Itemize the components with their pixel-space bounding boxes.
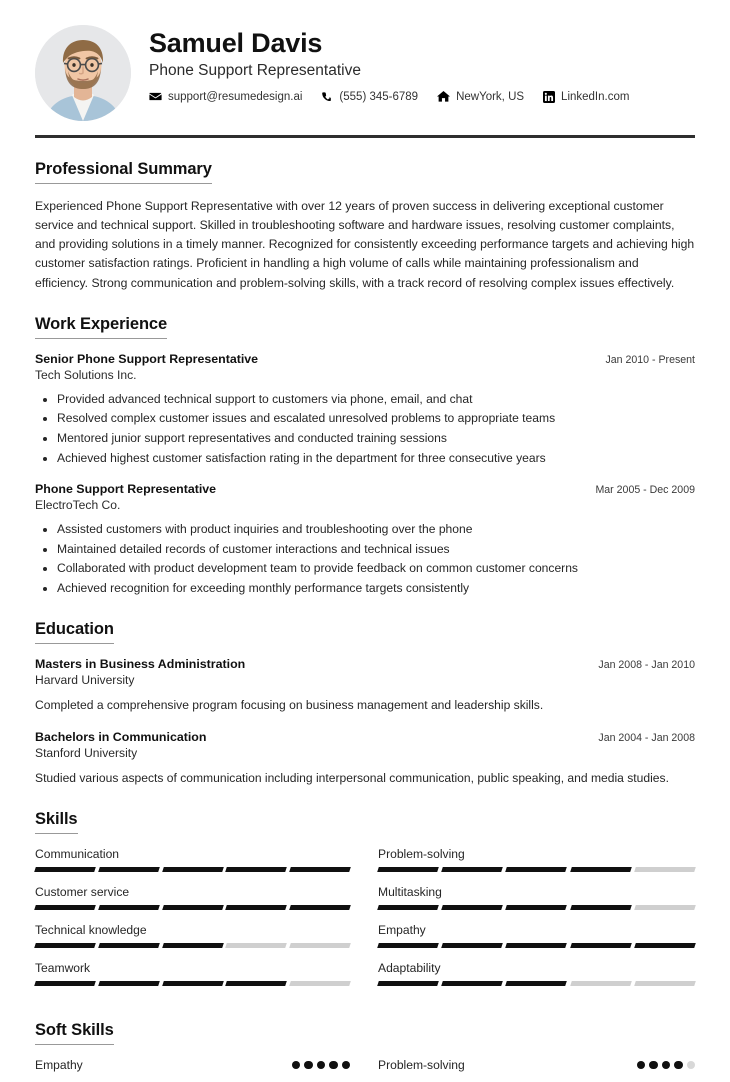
skill-label: Empathy	[378, 922, 426, 937]
work-role: Senior Phone Support Representative	[35, 351, 259, 366]
education-school: Harvard University	[35, 673, 135, 688]
skill-bar-segment	[441, 943, 503, 948]
contact-linkedin-text: LinkedIn.com	[561, 90, 630, 103]
work-entry	[35, 352, 695, 468]
skill-bar-segment	[34, 867, 95, 872]
skill-bar-segment	[377, 867, 439, 872]
skill-bar-segment	[441, 981, 503, 986]
home-icon	[437, 90, 450, 103]
work-bullet: • Mentored junior support representatives and conducted training sessions	[57, 429, 695, 449]
skill-bar-segment	[506, 943, 568, 948]
skill-item	[378, 885, 695, 910]
skill-bar-segment	[570, 905, 632, 910]
work-date: Jan 2010 - Present	[605, 353, 695, 366]
contact-linkedin[interactable]	[543, 91, 629, 103]
full-name: Samuel Davis	[149, 28, 323, 58]
skill-bar-segment	[34, 943, 95, 948]
rating-dot	[342, 1061, 351, 1070]
rating-dot	[292, 1061, 301, 1070]
work-bullets	[35, 520, 695, 598]
education-entry	[35, 657, 695, 715]
skills-grid	[35, 847, 695, 999]
contact-phone-text: (555) 345-6789	[339, 90, 419, 103]
skill-bar-segment	[377, 943, 439, 948]
work-role: Phone Support Representative	[35, 482, 217, 497]
skill-level-bar	[35, 867, 350, 872]
avatar	[35, 25, 131, 121]
work-bullet: • Assisted customers with product inquiries and troubleshooting over the phone	[57, 520, 695, 540]
resume-header	[35, 0, 695, 129]
skill-level-bar	[378, 943, 695, 948]
skill-bar-segment	[570, 981, 632, 986]
header-text-block	[149, 25, 695, 103]
skill-item	[378, 961, 695, 986]
email-icon	[149, 90, 162, 103]
skill-bar-segment	[289, 943, 350, 948]
skill-bar-segment	[162, 867, 223, 872]
skill-bar-segment	[98, 867, 159, 872]
work-bullet: • Provided advanced technical support to customers via phone, email, and chat	[57, 390, 695, 410]
skill-level-bar	[35, 905, 350, 910]
skill-item	[378, 923, 695, 948]
education-date: Jan 2004 - Jan 2008	[598, 732, 695, 745]
section-title-work: Work Experience	[35, 315, 167, 339]
work-bullet: • Collaborated with product development team to provide feedback on common customer concerns	[57, 559, 695, 579]
skill-level-bar	[378, 867, 695, 872]
education-degree: Bachelors in Communication	[35, 730, 207, 745]
skill-level-bar	[35, 981, 350, 986]
skill-bar-segment	[162, 905, 223, 910]
skill-level-bar	[35, 943, 350, 948]
skill-bar-segment	[441, 867, 503, 872]
skill-item	[35, 923, 350, 948]
education-date: Jan 2008 - Jan 2010	[598, 659, 695, 672]
work-bullet: • Maintained detailed records of customer interactions and technical issues	[57, 540, 695, 560]
education-degree: Masters in Business Administration	[35, 657, 246, 672]
skill-bar-segment	[506, 867, 568, 872]
work-bullet: • Achieved recognition for exceeding monthly performance targets consistently	[57, 579, 695, 599]
contact-location[interactable]	[437, 90, 524, 103]
contact-row	[149, 90, 695, 103]
skill-bar-segment	[634, 867, 696, 872]
section-professional-summary	[35, 160, 695, 293]
skill-bar-segment	[377, 981, 439, 986]
phone-icon	[321, 91, 333, 103]
education-school: Stanford University	[35, 746, 138, 761]
skill-bar-segment	[98, 943, 159, 948]
section-title-summary: Professional Summary	[35, 160, 212, 184]
section-education	[35, 620, 695, 787]
section-skills	[35, 810, 695, 999]
linkedin-icon	[543, 91, 555, 103]
work-date: Mar 2005 - Dec 2009	[595, 484, 695, 497]
rating-dot	[662, 1061, 671, 1070]
skill-item	[35, 961, 350, 986]
soft-skill-rating	[292, 1061, 351, 1070]
header-divider	[35, 135, 695, 138]
skill-level-bar	[378, 905, 695, 910]
skill-label: Teamwork	[35, 960, 91, 975]
education-description: Studied various aspects of communication including interpersonal communication, public speaking, and media studies.	[35, 771, 669, 786]
skill-bar-segment	[226, 943, 287, 948]
skill-bar-segment	[226, 905, 287, 910]
contact-location-text: NewYork, US	[456, 90, 525, 103]
rating-dot	[674, 1061, 683, 1070]
rating-dot	[637, 1061, 646, 1070]
work-bullets	[35, 390, 695, 468]
skill-bar-segment	[634, 905, 696, 910]
skill-item	[35, 847, 350, 872]
skill-label: Technical knowledge	[35, 922, 147, 937]
skill-bar-segment	[289, 905, 350, 910]
rating-dot	[304, 1061, 313, 1070]
skill-bar-segment	[441, 905, 503, 910]
skill-bar-segment	[34, 905, 95, 910]
work-bullet: • Resolved complex customer issues and escalated unresolved problems to appropriate teams	[57, 409, 695, 429]
skill-bar-segment	[226, 981, 287, 986]
section-soft-skills	[35, 1021, 695, 1082]
skill-bar-segment	[98, 905, 159, 910]
rating-dot	[329, 1061, 338, 1070]
skill-bar-segment	[34, 981, 95, 986]
skill-bar-segment	[634, 943, 696, 948]
skill-bar-segment	[506, 981, 568, 986]
job-title: Phone Support Representative	[149, 62, 361, 80]
skill-bar-segment	[162, 981, 223, 986]
skill-bar-segment	[289, 981, 350, 986]
skill-label: Communication	[35, 846, 120, 861]
work-org: ElectroTech Co.	[35, 498, 121, 513]
skill-label: Adaptability	[378, 960, 441, 975]
skill-bar-segment	[98, 981, 159, 986]
skill-bar-segment	[289, 867, 350, 872]
skill-bar-segment	[506, 905, 568, 910]
work-bullet: • Achieved highest customer satisfaction rating in the department for three consecutive years	[57, 449, 695, 469]
contact-email-text: support@resumedesign.ai	[168, 90, 303, 103]
soft-skills-grid	[35, 1058, 695, 1082]
skill-label: Customer service	[35, 884, 130, 899]
section-title-soft-skills: Soft Skills	[35, 1021, 114, 1045]
skill-level-bar	[378, 981, 695, 986]
summary-text: Experienced Phone Support Representative with over 12 years of proven success in delivering exceptional customer service and technical support. Skilled in troubleshooting software and hardware issues, resolving customer complaints, and providing solutions in a timely manner. Recognized for consistently exceeding performance targets and achieving high customer satisfaction ratings. Proficient in handling a high volume of calls while maintaining professionalism and efficiency. Strong communication and problem-solving skills, with a track record of resolving complex issues effectively.	[35, 198, 695, 290]
skill-label: Problem-solving	[378, 846, 465, 861]
education-entry	[35, 730, 695, 788]
contact-email[interactable]	[149, 90, 302, 103]
skill-bar-segment	[162, 943, 223, 948]
rating-dot	[687, 1061, 696, 1070]
soft-skill-item	[378, 1058, 695, 1072]
soft-skill-label: Empathy	[35, 1057, 83, 1072]
soft-skill-item	[35, 1058, 350, 1072]
skill-item	[35, 885, 350, 910]
work-org: Tech Solutions Inc.	[35, 367, 137, 382]
section-work-experience	[35, 315, 695, 599]
education-description: Completed a comprehensive program focusing on business management and leadership skills.	[35, 698, 544, 713]
skill-bar-segment	[226, 867, 287, 872]
rating-dot	[317, 1061, 326, 1070]
skill-bar-segment	[570, 867, 632, 872]
skill-bar-segment	[570, 943, 632, 948]
section-title-education: Education	[35, 620, 114, 644]
skill-bar-segment	[634, 981, 696, 986]
soft-skill-rating	[637, 1061, 696, 1070]
contact-phone[interactable]	[321, 91, 418, 103]
soft-skill-label: Problem-solving	[378, 1057, 465, 1072]
work-entry	[35, 482, 695, 598]
section-title-skills: Skills	[35, 810, 78, 834]
skill-bar-segment	[377, 905, 439, 910]
rating-dot	[649, 1061, 658, 1070]
skill-item	[378, 847, 695, 872]
skill-label: Multitasking	[378, 884, 442, 899]
